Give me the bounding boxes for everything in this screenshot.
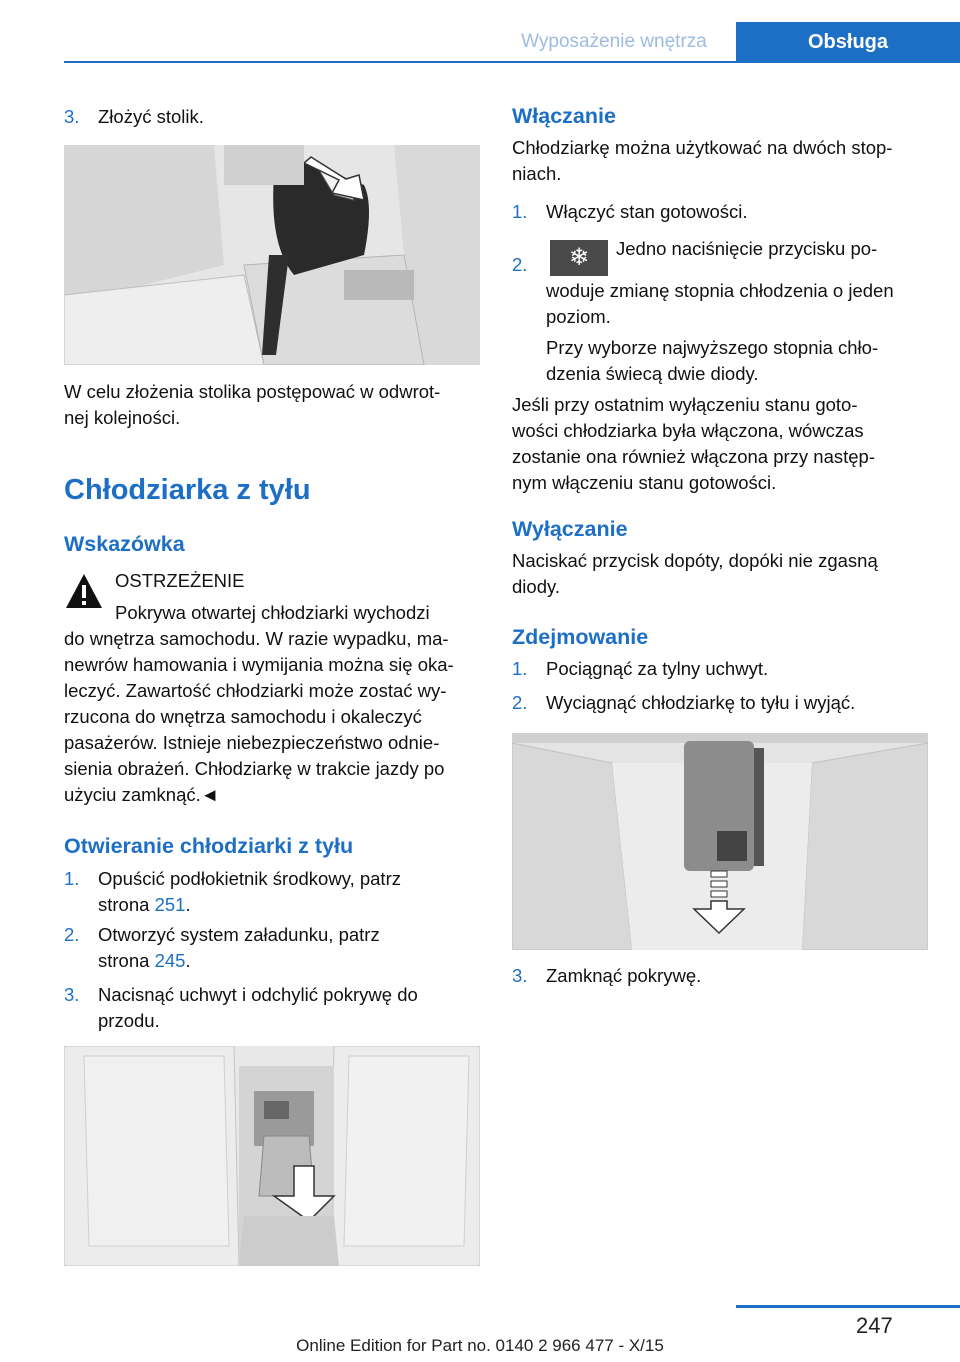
off-line: Naciskać przycisk dopóty, dopóki nie zgasną — [512, 550, 878, 571]
step-number: 1. — [512, 201, 528, 222]
warning-line: sienia obrażeń. Chłodziarkę w trakcie jazdy po — [64, 758, 445, 779]
off-title: Wyłączanie — [512, 517, 628, 541]
open-cooler-drawing — [64, 1046, 480, 1266]
step-text — [550, 236, 877, 276]
step-text: Pociągnąć za tylny uchwyt. — [546, 658, 769, 679]
fold-note-line: nej kolejności. — [64, 407, 181, 428]
header-section: Wyposażenie wnętrza — [521, 31, 707, 52]
step-text: przodu. — [98, 1010, 160, 1031]
step-number: 2. — [64, 924, 80, 945]
step-text: Opuścić podłokietnik środkowy, patrz — [98, 868, 401, 889]
step-text: poziom. — [546, 306, 611, 327]
page-number: 247 — [856, 1313, 893, 1338]
on-title: Włączanie — [512, 104, 616, 128]
fold-note-line: W celu złożenia stolika postępować w odwrot‐ — [64, 381, 441, 402]
illustration-remove-cooler — [512, 733, 928, 950]
remove-title: Zdejmowanie — [512, 625, 649, 649]
step-number: 1. — [512, 658, 528, 679]
warning-line: leczyć. Zawartość chłodziarki może zostać wy‐ — [64, 680, 447, 701]
section-title: Chłodziarka z tyłu — [64, 474, 311, 506]
off-line: diody. — [512, 576, 560, 597]
step-text: Zamknąć pokrywę. — [546, 965, 702, 986]
header-chapter: Obsługa — [736, 22, 960, 63]
step-text: Wyciągnąć chłodziarkę to tyłu i wyjąć. — [546, 692, 856, 713]
footer-rule — [736, 1305, 960, 1308]
snowflake-icon: ❄ — [550, 240, 608, 276]
step-text — [98, 892, 191, 919]
remove-cooler-drawing — [512, 733, 928, 950]
step-text: Włączyć stan gotowości. — [546, 201, 748, 222]
on-intro-line: Chłodziarkę można użytkować na dwóch stop‐ — [512, 137, 893, 158]
hint-title: Wskazówka — [64, 532, 185, 556]
step-number: 3. — [64, 106, 80, 127]
open-title: Otwieranie chłodziarki z tyłu — [64, 834, 354, 858]
edition-footer: Online Edition for Part no. 0140 2 966 477 - X/15 — [296, 1336, 664, 1355]
step-text: strona — [98, 894, 155, 915]
step-tail: . — [185, 950, 191, 971]
fold-table-drawing — [64, 145, 480, 365]
step-note: Przy wyborze najwyższego stopnia chło‐ — [546, 337, 879, 358]
step-tail: . — [185, 894, 191, 915]
step-number: 1. — [64, 868, 80, 889]
page-reference-link[interactable]: 251 — [154, 894, 186, 915]
step-text: Nacisnąć uchwyt i odchylić pokrywę do — [98, 984, 418, 1005]
memory-line: nym włączeniu stanu gotowości. — [512, 472, 777, 493]
step-text — [98, 948, 191, 975]
memory-line: zostanie ona również włączona przy następ‐ — [512, 446, 875, 467]
warning-line: rzucona do wnętrza samochodu i okaleczyć — [64, 706, 422, 727]
warning-label: OSTRZEŻENIE — [115, 570, 245, 591]
warning-line: pasażerów. Istnieje niebezpieczeństwo odnie‐ — [64, 732, 440, 753]
step-text: Jedno naciśnięcie przycisku po‐ — [616, 238, 878, 259]
header-rule — [64, 61, 960, 63]
warning-line: newrów hamowania i wymijania można się oka‐ — [64, 654, 454, 675]
step-number: 2. — [512, 692, 528, 713]
illustration-fold-table — [64, 145, 480, 365]
step-text: Otworzyć system załadunku, patrz — [98, 924, 380, 945]
step-text: woduje zmianę stopnia chłodzenia o jeden — [546, 280, 894, 301]
page-reference-link[interactable]: 245 — [154, 950, 186, 971]
warning-line: Pokrywa otwartej chłodziarki wychodzi — [115, 602, 430, 623]
step-number: 3. — [512, 965, 528, 986]
step-number: 3. — [64, 984, 80, 1005]
warning-line: do wnętrza samochodu. W razie wypadku, ma‐ — [64, 628, 449, 649]
memory-line: Jeśli przy ostatnim wyłączeniu stanu goto‐ — [512, 394, 858, 415]
illustration-open-cooler — [64, 1046, 480, 1266]
warning-triangle-icon — [64, 572, 104, 610]
memory-line: wości chłodziarka była włączona, wówczas — [512, 420, 864, 441]
step-note: dzenia świecą dwie diody. — [546, 363, 759, 384]
warning-line: użyciu zamknąć.◄ — [64, 784, 220, 805]
step-text: Złożyć stolik. — [98, 106, 204, 127]
step-text: strona — [98, 950, 155, 971]
on-intro-line: niach. — [512, 163, 562, 184]
step-number: 2. — [512, 254, 528, 275]
